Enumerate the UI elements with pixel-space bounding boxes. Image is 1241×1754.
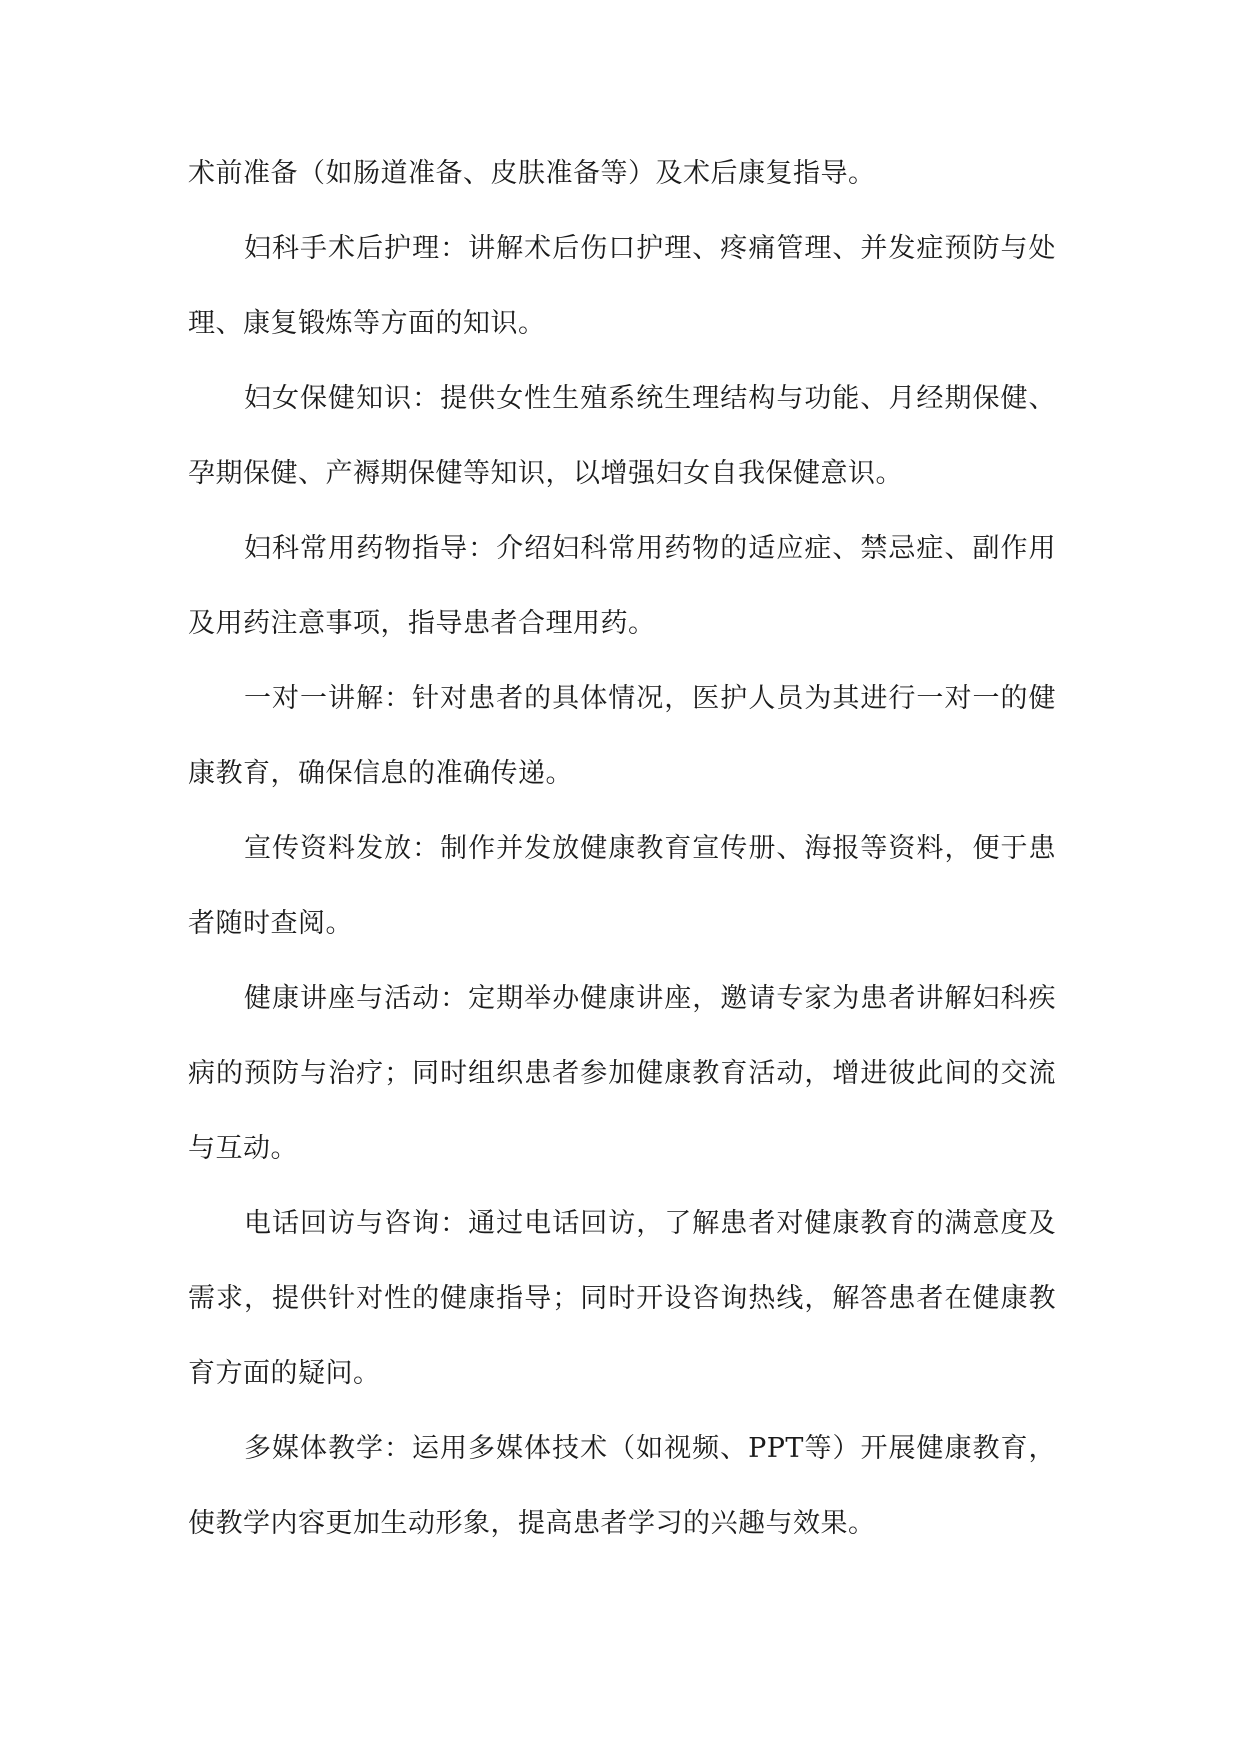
paragraph-multimedia: 多媒体教学：运用多媒体技术（如视频、PPT等）开展健康教育，使教学内容更加生动形象，提高患者学习的兴趣与效果。 <box>188 1433 1056 1539</box>
paragraph-one-on-one: 一对一讲解：针对患者的具体情况，医护人员为其进行一对一的健康教育，确保信息的准确传递。 <box>188 683 1056 789</box>
paragraph-phone-followup: 电话回访与咨询：通过电话回访，了解患者对健康教育的满意度及需求，提供针对性的健康指导；同时开设咨询热线，解答患者在健康教育方面的疑问。 <box>188 1208 1056 1389</box>
paragraph-lectures: 健康讲座与活动：定期举办健康讲座，邀请专家为患者讲解妇科疾病的预防与治疗；同时组织患者参加健康教育活动，增进彼此间的交流与互动。 <box>188 983 1056 1164</box>
document-body <box>188 136 1056 1561</box>
paragraph-medication-guidance: 妇科常用药物指导：介绍妇科常用药物的适应症、禁忌症、副作用及用药注意事项，指导患者合理用药。 <box>188 533 1056 639</box>
paragraph-preop-prep: 术前准备（如肠道准备、皮肤准备等）及术后康复指导。 <box>188 158 876 189</box>
paragraph-materials: 宣传资料发放：制作并发放健康教育宣传册、海报等资料，便于患者随时查阅。 <box>188 833 1056 939</box>
paragraph-postop-care: 妇科手术后护理：讲解术后伤口护理、疼痛管理、并发症预防与处理、康复锻炼等方面的知识。 <box>188 233 1056 339</box>
paragraph-womens-health: 妇女保健知识：提供女性生殖系统生理结构与功能、月经期保健、孕期保健、产褥期保健等知识，以增强妇女自我保健意识。 <box>188 383 1056 489</box>
